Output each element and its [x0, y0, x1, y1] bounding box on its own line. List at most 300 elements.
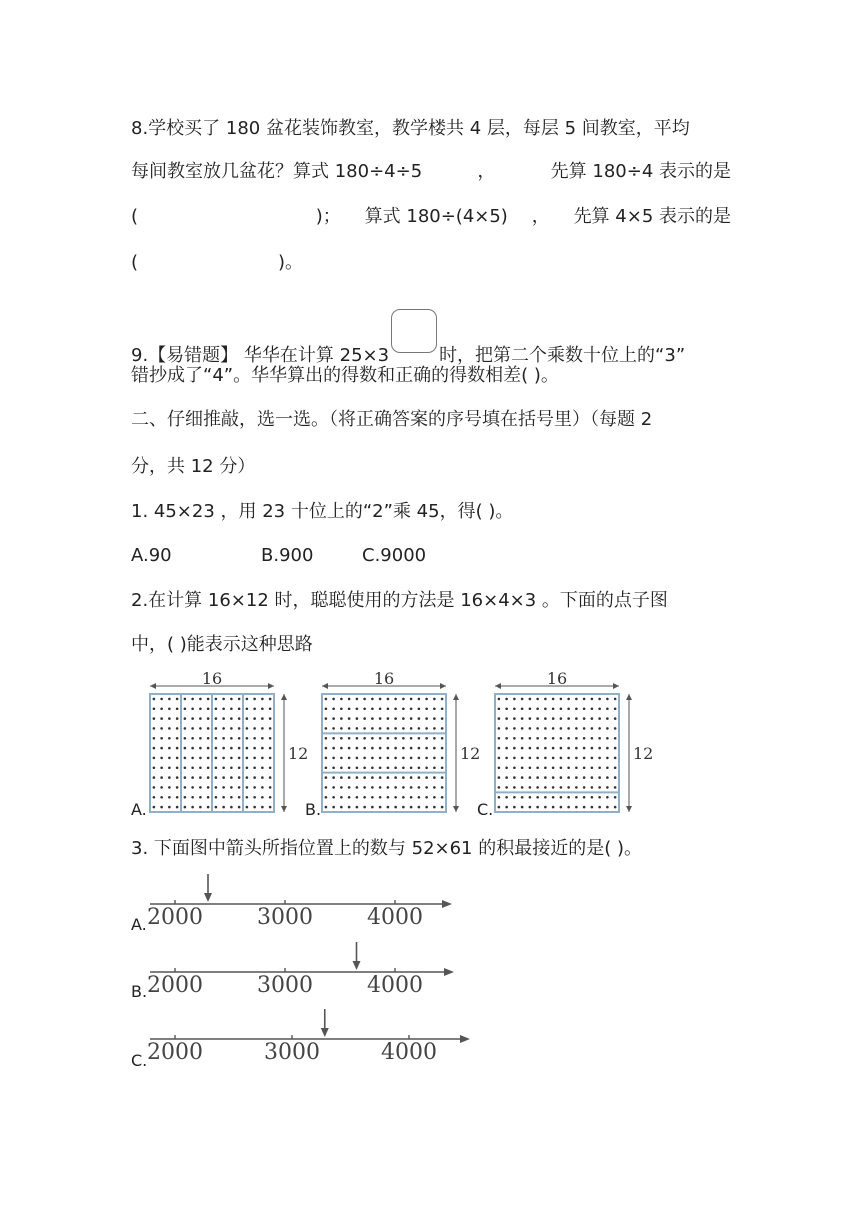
dot	[567, 796, 570, 799]
width-label: 16	[373, 669, 395, 688]
dot	[253, 737, 256, 740]
dot	[168, 776, 171, 779]
dot	[176, 757, 179, 760]
dot	[363, 717, 366, 720]
dot	[379, 717, 382, 720]
tick-label: 4000	[367, 973, 423, 998]
dot	[498, 796, 501, 799]
dot	[598, 796, 601, 799]
dot	[387, 776, 390, 779]
dot	[505, 707, 508, 710]
dot	[325, 737, 328, 740]
dot	[598, 766, 601, 769]
dot	[536, 727, 539, 730]
height-arrow-head-top	[281, 694, 287, 700]
c2-option-a[interactable]: A.	[131, 800, 147, 819]
dot	[567, 737, 570, 740]
dot	[614, 737, 617, 740]
dot	[387, 747, 390, 750]
dot	[356, 737, 359, 740]
dot	[387, 786, 390, 789]
dot	[340, 737, 343, 740]
dot	[184, 698, 187, 701]
dot	[332, 737, 335, 740]
dot	[498, 737, 501, 740]
dot	[575, 707, 578, 710]
dot	[536, 806, 539, 809]
dot	[253, 806, 256, 809]
dot	[253, 786, 256, 789]
dot	[575, 806, 578, 809]
dot	[598, 806, 601, 809]
dot	[191, 806, 194, 809]
dot	[441, 776, 444, 779]
dot	[575, 727, 578, 730]
c3-option-a[interactable]: A.	[131, 915, 147, 934]
dot	[215, 737, 218, 740]
dot	[230, 786, 233, 789]
dot	[215, 806, 218, 809]
dot	[513, 806, 516, 809]
dot	[606, 806, 609, 809]
dot	[363, 698, 366, 701]
q8-line4-open: (	[131, 252, 139, 273]
dot	[160, 757, 163, 760]
dot	[614, 786, 617, 789]
dot	[371, 806, 374, 809]
dot	[153, 727, 156, 730]
dot	[402, 698, 405, 701]
dot	[184, 747, 187, 750]
dot	[222, 786, 225, 789]
width-arrow-head-left	[322, 683, 328, 689]
axis-arrowhead	[442, 900, 452, 908]
dot	[606, 786, 609, 789]
width-arrow-head-right	[268, 683, 274, 689]
dot	[222, 796, 225, 799]
dot	[153, 717, 156, 720]
height-arrow-head-bottom	[626, 806, 632, 812]
dot	[356, 707, 359, 710]
dot	[325, 698, 328, 701]
dot	[521, 717, 524, 720]
dot	[614, 757, 617, 760]
dot	[191, 717, 194, 720]
dot	[199, 786, 202, 789]
dot	[348, 727, 351, 730]
dot	[168, 707, 171, 710]
dot	[176, 727, 179, 730]
dot	[498, 806, 501, 809]
dot	[614, 707, 617, 710]
dot	[606, 737, 609, 740]
c1-option-a[interactable]: A.90	[131, 545, 172, 566]
dot	[418, 786, 421, 789]
dot	[591, 766, 594, 769]
dot	[325, 776, 328, 779]
dot	[560, 796, 563, 799]
q8-line4-close: )。	[278, 252, 304, 273]
dot	[184, 727, 187, 730]
dot	[552, 707, 555, 710]
q8-line3-open: (	[131, 206, 139, 227]
number-line-a	[130, 870, 470, 932]
dot	[591, 757, 594, 760]
dot	[410, 747, 413, 750]
dot	[160, 698, 163, 701]
dot	[215, 757, 218, 760]
dot	[598, 727, 601, 730]
dot	[536, 757, 539, 760]
dot	[560, 776, 563, 779]
dot	[433, 707, 436, 710]
dot	[387, 796, 390, 799]
dot	[261, 698, 264, 701]
dot	[505, 737, 508, 740]
dot	[269, 737, 272, 740]
dot	[591, 707, 594, 710]
dot	[253, 796, 256, 799]
dot	[394, 757, 397, 760]
dot	[567, 727, 570, 730]
dot	[418, 796, 421, 799]
width-label: 16	[546, 669, 568, 688]
dot	[184, 806, 187, 809]
dot	[536, 786, 539, 789]
c2-option-b[interactable]: B.	[305, 800, 322, 819]
dot	[246, 776, 249, 779]
dot	[371, 698, 374, 701]
dot	[606, 796, 609, 799]
dot	[560, 717, 563, 720]
dot-figure-c	[491, 669, 656, 812]
dot	[394, 727, 397, 730]
dot	[207, 747, 210, 750]
dot	[325, 806, 328, 809]
dot	[498, 707, 501, 710]
dot	[246, 747, 249, 750]
dot	[513, 717, 516, 720]
dot	[184, 786, 187, 789]
dot	[425, 727, 428, 730]
q9-missing-digit-box[interactable]	[391, 309, 437, 353]
dot	[505, 727, 508, 730]
dot	[261, 747, 264, 750]
dot	[513, 698, 516, 701]
dot	[410, 796, 413, 799]
dot	[253, 766, 256, 769]
dot	[153, 786, 156, 789]
dot	[340, 766, 343, 769]
axis-arrowhead	[460, 1035, 470, 1043]
dot	[238, 747, 241, 750]
q8-line3-close: )；	[315, 206, 341, 227]
c3-option-c[interactable]: C.	[131, 1051, 148, 1070]
dot	[222, 717, 225, 720]
dot	[332, 766, 335, 769]
dot	[544, 796, 547, 799]
dot	[199, 776, 202, 779]
dot	[371, 766, 374, 769]
dot	[552, 796, 555, 799]
dot	[575, 747, 578, 750]
dot	[614, 727, 617, 730]
dot	[614, 806, 617, 809]
tick-label: 3000	[257, 905, 313, 930]
dot	[552, 698, 555, 701]
dot	[441, 717, 444, 720]
dot	[614, 796, 617, 799]
dot	[332, 727, 335, 730]
dot	[253, 717, 256, 720]
dot	[441, 707, 444, 710]
dot	[238, 786, 241, 789]
dot	[348, 707, 351, 710]
dot	[552, 737, 555, 740]
dot	[238, 776, 241, 779]
dot	[575, 776, 578, 779]
dot	[184, 707, 187, 710]
dot	[606, 717, 609, 720]
height-arrow-head-top	[626, 694, 632, 700]
c3-question: 3. 下面图中箭头所指位置上的数与 52×61 的积最接近的是( )。	[131, 838, 642, 859]
dot	[207, 796, 210, 799]
tick-label: 4000	[381, 1040, 437, 1065]
dot	[598, 776, 601, 779]
dot	[379, 776, 382, 779]
dot	[521, 796, 524, 799]
dot	[348, 698, 351, 701]
dot	[176, 766, 179, 769]
dot	[176, 737, 179, 740]
dot	[332, 786, 335, 789]
dot	[207, 786, 210, 789]
dot	[614, 766, 617, 769]
dot	[402, 776, 405, 779]
dot	[418, 806, 421, 809]
dot	[160, 737, 163, 740]
dot	[176, 796, 179, 799]
dot	[253, 707, 256, 710]
dot	[402, 727, 405, 730]
dot	[153, 796, 156, 799]
dot	[591, 698, 594, 701]
dot	[521, 707, 524, 710]
dot	[348, 717, 351, 720]
dot	[160, 766, 163, 769]
dot	[356, 766, 359, 769]
dot	[433, 766, 436, 769]
dot	[160, 707, 163, 710]
dot	[269, 806, 272, 809]
dot	[348, 786, 351, 789]
dot	[168, 806, 171, 809]
dot	[356, 698, 359, 701]
dot	[160, 806, 163, 809]
dot	[215, 747, 218, 750]
dot	[598, 737, 601, 740]
dot	[379, 727, 382, 730]
dot	[505, 786, 508, 789]
dot	[505, 717, 508, 720]
dot	[269, 707, 272, 710]
dot	[560, 786, 563, 789]
pointer-arrow-head	[353, 961, 361, 970]
dot	[238, 717, 241, 720]
dot	[521, 806, 524, 809]
dot	[567, 776, 570, 779]
dot	[513, 727, 516, 730]
tick-label: 3000	[264, 1040, 320, 1065]
dot	[363, 776, 366, 779]
dot	[498, 698, 501, 701]
dot	[379, 796, 382, 799]
dot	[246, 737, 249, 740]
dot	[591, 747, 594, 750]
q8-line3-tail: 先算 4×5 表示的是	[573, 206, 731, 227]
dot	[340, 707, 343, 710]
dot	[356, 757, 359, 760]
width-arrow-head-left	[150, 683, 156, 689]
dot	[560, 727, 563, 730]
dot	[529, 786, 532, 789]
dot	[371, 707, 374, 710]
dot	[184, 766, 187, 769]
dot	[356, 776, 359, 779]
dot	[199, 737, 202, 740]
q8-line2-part1: 每间教室放几盆花？算式 180÷4÷5	[131, 161, 423, 182]
dot	[153, 698, 156, 701]
section2-line1: 二、仔细推敲，选一选。（将正确答案的序号填在括号里）（每题 2	[131, 409, 653, 430]
dot	[269, 766, 272, 769]
dot	[325, 717, 328, 720]
q8-line3-comma: ，	[531, 206, 550, 227]
dot	[160, 776, 163, 779]
dot	[402, 737, 405, 740]
dot	[269, 786, 272, 789]
dot	[238, 727, 241, 730]
dot	[371, 717, 374, 720]
number-line-b	[130, 938, 470, 1000]
dot	[261, 786, 264, 789]
dot	[614, 776, 617, 779]
dot	[176, 707, 179, 710]
dot	[498, 727, 501, 730]
dot	[176, 806, 179, 809]
q8-line3-formula: 算式 180÷(4×5)	[364, 206, 508, 227]
dot	[575, 698, 578, 701]
dot	[332, 698, 335, 701]
dot	[363, 747, 366, 750]
c1-option-c[interactable]: C.9000	[362, 545, 427, 566]
dot	[191, 757, 194, 760]
dot	[153, 757, 156, 760]
dot	[410, 717, 413, 720]
dot	[348, 776, 351, 779]
tick-label: 4000	[367, 905, 423, 930]
dot	[222, 747, 225, 750]
dot	[356, 747, 359, 750]
dot	[325, 786, 328, 789]
dot	[199, 757, 202, 760]
dot	[575, 737, 578, 740]
dot	[418, 757, 421, 760]
dot	[246, 757, 249, 760]
dot	[340, 776, 343, 779]
dot	[168, 737, 171, 740]
dot	[222, 766, 225, 769]
dot	[536, 717, 539, 720]
dot	[387, 737, 390, 740]
q8-answer-blank-1[interactable]	[162, 205, 292, 229]
dot	[269, 717, 272, 720]
dot	[567, 698, 570, 701]
dot	[433, 698, 436, 701]
dot	[168, 698, 171, 701]
dot	[536, 698, 539, 701]
dot	[230, 757, 233, 760]
dot	[269, 757, 272, 760]
dot	[410, 707, 413, 710]
dot	[513, 757, 516, 760]
dot	[583, 747, 586, 750]
dot	[425, 786, 428, 789]
pointer-arrow-head	[321, 1028, 329, 1037]
dot	[505, 766, 508, 769]
dot	[583, 757, 586, 760]
dot	[433, 727, 436, 730]
dot	[560, 707, 563, 710]
dot	[575, 757, 578, 760]
dot	[230, 806, 233, 809]
dot	[394, 776, 397, 779]
q8-line4	[131, 251, 303, 275]
dot	[529, 717, 532, 720]
dot	[394, 737, 397, 740]
dot	[371, 727, 374, 730]
dot	[513, 766, 516, 769]
c3-option-b[interactable]: B.	[131, 982, 148, 1001]
dot	[614, 747, 617, 750]
dot	[222, 757, 225, 760]
c2-option-c[interactable]: C.	[477, 800, 494, 819]
dot	[230, 698, 233, 701]
dot	[340, 698, 343, 701]
dot	[176, 747, 179, 750]
c1-option-b[interactable]: B.900	[261, 545, 314, 566]
dot	[379, 806, 382, 809]
dot	[332, 796, 335, 799]
dot	[567, 757, 570, 760]
dot	[261, 766, 264, 769]
dot	[575, 717, 578, 720]
dot	[153, 766, 156, 769]
dot	[348, 737, 351, 740]
dot	[238, 757, 241, 760]
dot	[552, 766, 555, 769]
dot	[583, 727, 586, 730]
dot	[153, 737, 156, 740]
dot	[402, 806, 405, 809]
dot	[176, 698, 179, 701]
dot	[575, 766, 578, 769]
dot	[199, 717, 202, 720]
dot	[363, 786, 366, 789]
dot	[168, 757, 171, 760]
dot	[505, 796, 508, 799]
c2-line2: 中，( )能表示这种思路	[131, 634, 313, 655]
dot	[191, 776, 194, 779]
